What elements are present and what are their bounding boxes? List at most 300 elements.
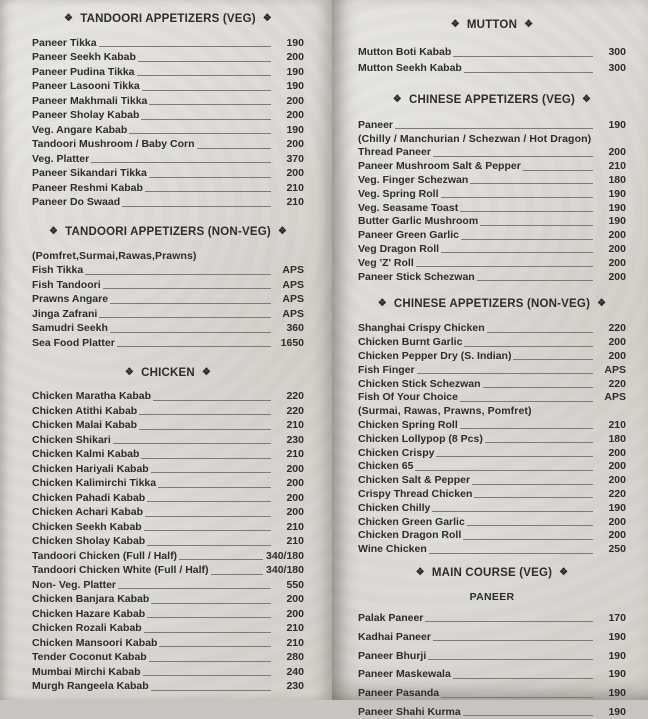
item-name: Chicken Sholay Kabab — [32, 535, 146, 547]
item-name: Tandoori Chicken White (Full / Half) — [32, 564, 209, 576]
item-price: APS — [282, 278, 304, 291]
item-price: 300 — [608, 46, 626, 58]
item-name: Mutton Seekh Kabab — [358, 62, 462, 74]
menu-item — [358, 606, 626, 625]
section-title — [358, 297, 626, 312]
leader-line — [417, 373, 593, 374]
diamond-icon: ❖ — [377, 297, 387, 309]
menu-item — [32, 306, 304, 321]
item-name: Paneer Pudina Tikka — [32, 65, 135, 78]
menu-item — [32, 93, 304, 108]
section-title — [358, 566, 626, 581]
item-price: 200 — [286, 51, 304, 63]
leader-line — [118, 588, 271, 589]
section-title-text: CHICKEN — [141, 366, 195, 379]
item-name: Paneer — [358, 118, 394, 131]
item-price: 300 — [608, 62, 626, 74]
item-name: Chicken Burnt Garlic — [358, 336, 463, 349]
item-price: 1650 — [280, 336, 304, 349]
menu-item — [32, 151, 304, 166]
leader-line — [472, 484, 593, 485]
leader-line — [142, 90, 271, 91]
menu-item — [358, 270, 626, 284]
leader-line — [416, 266, 593, 267]
item-price: 210 — [286, 520, 304, 533]
diamond-icon: ❖ — [392, 94, 402, 105]
menu-item — [358, 515, 626, 529]
menu-section-tandoori-appetizers-veg — [32, 12, 304, 209]
leader-line — [145, 191, 271, 192]
leader-line — [441, 252, 593, 253]
diamond-icon: ❖ — [415, 567, 425, 579]
leader-line — [464, 346, 593, 347]
section-subtitle: PANEER — [469, 591, 515, 604]
item-price: APS — [604, 391, 626, 404]
item-name: Veg. Spring Roll — [358, 187, 439, 200]
diamond-icon: ❖ — [48, 226, 59, 237]
item-price: 200 — [286, 109, 304, 121]
leader-line — [139, 414, 271, 415]
item-name: Chicken Dragon Roll — [358, 529, 462, 542]
item-price: 210 — [286, 181, 304, 194]
item-price: 210 — [286, 196, 304, 208]
leader-line — [415, 470, 593, 471]
menu-item — [32, 195, 304, 210]
leader-line — [144, 530, 271, 531]
menu-item — [358, 432, 626, 446]
leader-line — [433, 156, 593, 157]
item-name: Chicken Malai Kabab — [32, 419, 138, 431]
item-price: 210 — [286, 622, 304, 634]
leader-line — [129, 133, 271, 134]
menu-item — [32, 650, 304, 665]
item-price: 190 — [608, 668, 626, 681]
leader-line — [441, 197, 593, 198]
item-price: 190 — [608, 630, 626, 643]
menu-item — [32, 664, 304, 679]
menu-item — [358, 473, 626, 487]
leader-line — [110, 303, 271, 304]
menu-item — [32, 490, 304, 505]
menu-item — [358, 59, 626, 75]
item-name: Paneer Pasanda — [358, 687, 440, 700]
leader-line — [523, 170, 593, 171]
leader-line — [117, 346, 271, 347]
menu-section-chinese-appetizers-non-veg — [358, 297, 626, 557]
menu-item — [32, 635, 304, 650]
menu-item — [32, 180, 304, 195]
diamond-icon: ❖ — [262, 13, 272, 24]
menu-note — [32, 248, 304, 263]
item-price: APS — [282, 264, 304, 276]
leader-line — [147, 501, 271, 502]
item-name: Chicken Hariyali Kabab — [32, 462, 149, 475]
menu-item — [358, 201, 626, 215]
menu-item — [32, 35, 304, 50]
section-title — [32, 12, 304, 27]
item-name: Chicken Kalmi Kabab — [32, 448, 140, 460]
menu-item — [32, 418, 304, 433]
item-name: Paneer Green Garlic — [358, 229, 459, 242]
item-price: 220 — [286, 390, 304, 402]
item-price: 190 — [608, 501, 626, 514]
item-price: 210 — [286, 535, 304, 547]
leader-line — [147, 617, 271, 618]
leader-line — [197, 148, 271, 149]
leader-line — [436, 456, 593, 457]
menu-item — [358, 43, 626, 59]
menu-item — [32, 592, 304, 607]
item-name: Paneer Seekh Kabab — [32, 51, 136, 63]
leader-line — [149, 661, 271, 662]
menu-item — [358, 335, 626, 349]
menu-item — [32, 679, 304, 694]
item-name: Paneer Maskewala — [358, 668, 451, 681]
leader-line — [144, 632, 271, 633]
diamond-icon: ❖ — [450, 19, 460, 30]
menu-item — [358, 625, 626, 644]
item-name: Mumbai Mirchi Kabab — [32, 665, 141, 678]
menu-item — [358, 349, 626, 363]
item-name: Tandoori Chicken (Full / Half) — [32, 549, 178, 562]
menu-item — [358, 228, 626, 242]
item-name: Veg 'Z' Roll — [358, 256, 414, 269]
item-name: Paneer Lasooni Tikka — [32, 80, 140, 92]
item-price: 220 — [608, 377, 626, 390]
leader-line — [113, 443, 271, 444]
item-name: Veg. Angare Kabab — [32, 123, 128, 136]
item-name: Crispy Thread Chicken — [358, 487, 473, 500]
menu-item — [32, 263, 304, 278]
item-name: Chicken Kalimirchi Tikka — [32, 477, 157, 489]
item-name: Veg Dragon Roll — [358, 242, 440, 255]
leader-line — [138, 61, 271, 62]
section-title-text: TANDOORI APPETIZERS (VEG) — [80, 13, 256, 25]
item-price: 210 — [286, 419, 304, 431]
item-name: Chicken Atithi Kabab — [32, 404, 138, 417]
leader-line — [139, 429, 271, 430]
item-name: Mutton Boti Kabab — [358, 46, 452, 58]
item-name: Thread Paneer — [358, 146, 431, 159]
item-price: 190 — [286, 123, 304, 136]
item-price: 230 — [286, 680, 304, 692]
item-price: 280 — [286, 651, 304, 663]
item-name: Fish Tandoori — [32, 278, 101, 291]
menu-item — [358, 256, 626, 270]
menu-item — [358, 187, 626, 201]
menu-item — [32, 64, 304, 79]
leader-line — [425, 621, 593, 622]
item-name: Paneer Mushroom Salt & Pepper — [358, 160, 521, 173]
item-name: Shanghai Crispy Chicken — [358, 322, 485, 335]
item-name: Paneer Shahi Kurma — [358, 705, 461, 718]
menu-item — [358, 118, 626, 132]
leader-line — [143, 675, 271, 676]
leader-line — [151, 690, 271, 691]
item-name: Chicken Achari Kabab — [32, 506, 144, 518]
leader-line — [460, 211, 593, 212]
item-name: Paneer Stick Schezwan — [358, 270, 475, 283]
menu-item — [32, 577, 304, 592]
menu-item — [358, 159, 626, 173]
item-price: 220 — [286, 404, 304, 417]
menu-item — [32, 476, 304, 491]
item-price: 200 — [286, 491, 304, 504]
item-price: 220 — [608, 322, 626, 335]
item-name: Chicken Green Garlic — [358, 515, 465, 528]
menu-section-chicken — [32, 366, 304, 694]
item-price: 210 — [286, 636, 304, 649]
menu-item — [32, 79, 304, 94]
item-price: 360 — [286, 322, 304, 334]
leader-line — [460, 428, 593, 429]
leader-line — [429, 553, 593, 554]
leader-line — [395, 128, 593, 129]
item-name: Tender Coconut Kabab — [32, 651, 147, 663]
leader-line — [483, 387, 593, 388]
item-price: 170 — [608, 611, 626, 624]
section-title-text: CHINESE APPETIZERS (NON-VEG) — [393, 297, 591, 310]
leader-line — [432, 511, 593, 512]
menu-item — [32, 321, 304, 336]
item-name: (Surmai, Rawas, Prawns, Pomfret) — [358, 405, 532, 418]
item-price: 340/180 — [266, 564, 304, 576]
leader-line — [461, 239, 593, 240]
item-name: Butter Garlic Mushroom — [358, 215, 479, 228]
leader-line — [159, 646, 271, 647]
item-price: 200 — [608, 229, 626, 242]
section-title-text: MUTTON — [466, 19, 518, 31]
diamond-icon: ❖ — [64, 13, 74, 24]
leader-line — [428, 659, 593, 660]
item-price: APS — [282, 293, 304, 305]
item-name: Prawns Angare — [32, 293, 109, 305]
section-title-text: CHINESE APPETIZERS (VEG) — [408, 94, 576, 106]
item-price: 200 — [286, 593, 304, 605]
item-price: 200 — [286, 462, 304, 475]
item-price: 190 — [286, 80, 304, 92]
item-name: Tandoori Mushroom / Baby Corn — [32, 138, 195, 150]
leader-line — [433, 640, 593, 641]
item-name: Paneer Makhmali Tikka — [32, 94, 148, 107]
item-name: Paneer Bhurji — [358, 649, 427, 662]
item-name: Veg. Platter — [32, 152, 90, 165]
menu-item — [32, 277, 304, 292]
diamond-icon: ❖ — [201, 366, 212, 378]
diamond-icon: ❖ — [277, 226, 288, 237]
leader-line — [158, 487, 271, 488]
item-price: 190 — [608, 201, 626, 214]
item-price: 210 — [608, 418, 626, 431]
item-price: 210 — [608, 160, 626, 173]
leader-line — [480, 225, 593, 226]
item-price: 250 — [608, 543, 626, 556]
section-title — [358, 93, 626, 108]
menu-item — [358, 446, 626, 460]
leader-line — [513, 359, 593, 360]
menu-item — [358, 681, 626, 700]
item-price: 200 — [608, 270, 626, 283]
item-name: Chicken Salt & Pepper — [358, 474, 471, 487]
menu-item — [32, 505, 304, 520]
item-price: 200 — [286, 607, 304, 620]
menu-item — [32, 606, 304, 621]
menu-note — [358, 132, 626, 146]
diamond-icon: ❖ — [124, 366, 135, 378]
item-name: Chicken Pahadi Kabab — [32, 491, 146, 504]
item-price: 200 — [286, 138, 304, 150]
item-price: 180 — [608, 432, 626, 445]
leader-line — [141, 119, 271, 120]
item-name: Fish Of Your Choice — [358, 391, 458, 404]
menu-item — [358, 363, 626, 377]
item-name: Veg. Finger Schezwan — [358, 173, 469, 186]
item-name: Chicken Hazare Kabab — [32, 607, 146, 620]
item-price: 200 — [608, 529, 626, 542]
menu-item — [32, 548, 304, 563]
item-price: 190 — [608, 215, 626, 228]
item-price: 190 — [608, 187, 626, 200]
item-price: 200 — [608, 474, 626, 487]
menu-item — [358, 146, 626, 160]
item-price: 200 — [608, 256, 626, 269]
menu-item — [32, 447, 304, 462]
leader-line — [464, 72, 593, 73]
item-price: 200 — [286, 167, 304, 179]
menu-item — [358, 173, 626, 187]
leader-line — [441, 697, 593, 698]
item-price: 200 — [608, 446, 626, 459]
section-title — [358, 18, 626, 33]
leader-line — [91, 162, 271, 163]
item-price: 190 — [286, 36, 304, 49]
menu-item — [358, 644, 626, 663]
item-price: 200 — [608, 349, 626, 362]
item-name: Paneer Do Swaad — [32, 196, 121, 208]
section-title — [32, 366, 304, 381]
item-price: 190 — [608, 687, 626, 700]
item-price: 200 — [608, 515, 626, 528]
leader-line — [485, 442, 593, 443]
leader-line — [487, 332, 593, 333]
menu-item — [32, 108, 304, 123]
item-name: Paneer Reshmi Kabab — [32, 181, 143, 194]
item-name: Chicken Rozali Kabab — [32, 622, 142, 634]
item-price: 240 — [286, 665, 304, 678]
leader-line — [153, 400, 271, 401]
item-name: Samudri Seekh — [32, 322, 108, 334]
item-name: Fish Tikka — [32, 264, 84, 276]
item-name: Palak Paneer — [358, 611, 424, 624]
item-name: Paneer Sholay Kabab — [32, 109, 140, 121]
menu-item — [358, 542, 626, 556]
item-name: Murgh Rangeela Kabab — [32, 680, 149, 692]
menu-item — [32, 621, 304, 636]
item-name: Fish Finger — [358, 363, 415, 376]
item-name: (Pomfret,Surmai,Rawas,Prawns) — [32, 249, 197, 262]
item-price: 180 — [608, 173, 626, 186]
leader-line — [477, 280, 593, 281]
menu-item — [32, 519, 304, 534]
menu-item — [32, 166, 304, 181]
item-price: 200 — [286, 477, 304, 489]
item-price: 550 — [286, 578, 304, 591]
item-name: Chicken Chilly — [358, 501, 431, 514]
leader-line — [151, 603, 271, 604]
menu-item — [32, 292, 304, 307]
menu-page-right — [332, 0, 648, 718]
item-price: 190 — [608, 649, 626, 662]
item-price: 200 — [286, 94, 304, 107]
item-price: 220 — [608, 487, 626, 500]
leader-line — [122, 206, 271, 207]
menu-item — [32, 50, 304, 65]
leader-line — [141, 458, 271, 459]
leader-line — [99, 46, 271, 47]
item-name: (Chilly / Manchurian / Schezwan / Hot Dragon) — [358, 132, 592, 145]
item-name: Veg. Seasame Toast — [358, 201, 459, 214]
item-name: Sea Food Platter — [32, 336, 115, 349]
menu-section-mutton — [358, 18, 626, 75]
leader-line — [463, 539, 593, 540]
diamond-icon: ❖ — [524, 19, 534, 30]
item-price: 200 — [608, 336, 626, 349]
leader-line — [149, 177, 271, 178]
item-name: Chicken Lollypop (8 Pcs) — [358, 432, 483, 445]
section-title-text: TANDOORI APPETIZERS (NON-VEG) — [65, 226, 271, 238]
leader-line — [474, 497, 593, 498]
item-name: Jinga Zafrani — [32, 307, 98, 320]
item-name: Chicken Pepper Dry (S. Indian) — [358, 349, 512, 362]
item-name: Chicken Seekh Kabab — [32, 520, 142, 533]
menu-item — [32, 563, 304, 578]
item-price: APS — [282, 307, 304, 320]
leader-line — [211, 574, 263, 575]
item-price: 200 — [608, 146, 626, 159]
item-name: Non- Veg. Platter — [32, 578, 117, 591]
item-name: Paneer Tikka — [32, 36, 97, 49]
menu-item — [358, 663, 626, 682]
menu-item — [32, 389, 304, 404]
menu-item — [358, 700, 626, 719]
menu-item — [358, 242, 626, 256]
item-name: Kadhai Paneer — [358, 630, 431, 643]
item-price: 210 — [286, 448, 304, 460]
leader-line — [460, 401, 593, 402]
leader-line — [453, 678, 593, 679]
item-name: Chicken 65 — [358, 460, 414, 473]
item-name: Wine Chicken — [358, 543, 427, 556]
item-name: Paneer Sikandari Tikka — [32, 167, 147, 179]
item-price: 230 — [286, 433, 304, 446]
menu-item — [32, 122, 304, 137]
leader-line — [103, 288, 271, 289]
section-title — [32, 225, 304, 240]
leader-line — [151, 472, 271, 473]
item-price: APS — [604, 363, 626, 376]
menu-item — [358, 529, 626, 543]
menu-item — [358, 215, 626, 229]
menu-item — [358, 391, 626, 405]
item-price: 200 — [608, 242, 626, 255]
section-title-text: MAIN COURSE (VEG) — [431, 567, 553, 580]
item-price: 190 — [608, 118, 626, 131]
item-price: 190 — [286, 65, 304, 78]
item-price: 340/180 — [266, 549, 304, 562]
item-name: Chicken Spring Roll — [358, 418, 458, 431]
leader-line — [467, 525, 593, 526]
leader-line — [85, 274, 271, 275]
